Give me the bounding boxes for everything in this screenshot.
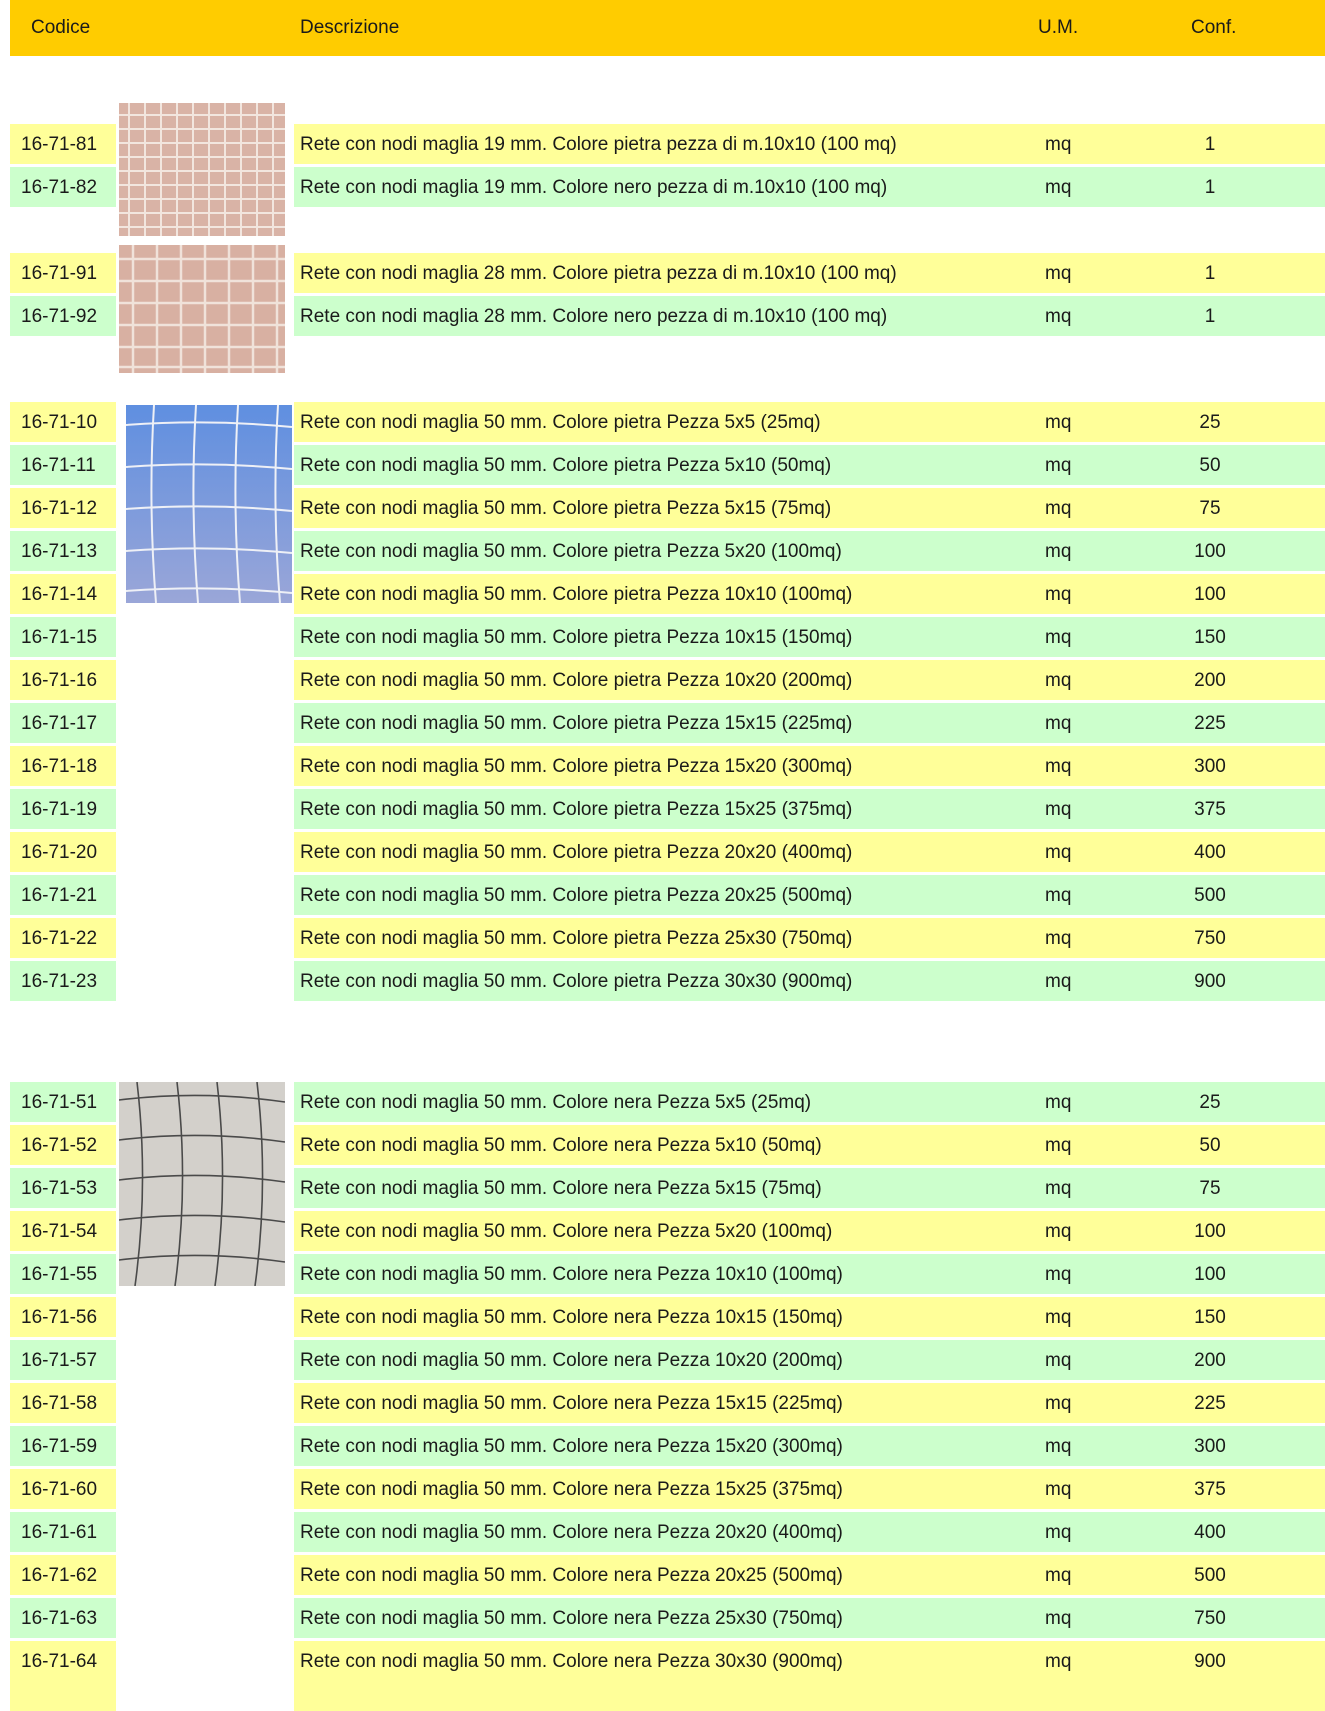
product-code: 16-71-82 bbox=[21, 177, 98, 198]
unit-of-measure: mq bbox=[1045, 1565, 1072, 1586]
package-quantity: 1 bbox=[1204, 306, 1216, 327]
product-code: 16-71-20 bbox=[21, 842, 98, 863]
product-description: Rete con nodi maglia 50 mm. Colore nera Pezza 10x20 (200mq) bbox=[300, 1350, 843, 1371]
product-code: 16-71-92 bbox=[21, 306, 98, 327]
product-description: Rete con nodi maglia 50 mm. Colore pietra Pezza 20x20 (400mq) bbox=[300, 842, 853, 863]
product-description: Rete con nodi maglia 50 mm. Colore nera Pezza 15x20 (300mq) bbox=[300, 1436, 843, 1457]
package-quantity: 500 bbox=[1194, 1565, 1226, 1586]
table-row bbox=[0, 660, 1325, 700]
product-description: Rete con nodi maglia 50 mm. Colore nera Pezza 5x10 (50mq) bbox=[300, 1135, 822, 1156]
unit-of-measure: mq bbox=[1045, 627, 1072, 648]
package-quantity: 50 bbox=[1199, 455, 1221, 476]
table-row bbox=[0, 703, 1325, 743]
product-code: 16-71-12 bbox=[21, 498, 98, 519]
table-row bbox=[0, 1512, 1325, 1552]
unit-of-measure: mq bbox=[1045, 713, 1072, 734]
product-code: 16-71-57 bbox=[21, 1350, 98, 1371]
unit-of-measure: mq bbox=[1045, 263, 1072, 284]
unit-of-measure: mq bbox=[1045, 971, 1072, 992]
table-row bbox=[0, 1598, 1325, 1638]
unit-of-measure: mq bbox=[1045, 177, 1072, 198]
package-quantity: 100 bbox=[1194, 1264, 1226, 1285]
product-code: 16-71-63 bbox=[21, 1608, 98, 1629]
package-quantity: 900 bbox=[1194, 1651, 1226, 1672]
product-description: Rete con nodi maglia 50 mm. Colore pietra Pezza 10x15 (150mq) bbox=[300, 627, 853, 648]
table-row bbox=[0, 1340, 1325, 1380]
package-quantity: 150 bbox=[1194, 627, 1226, 648]
unit-of-measure: mq bbox=[1045, 928, 1072, 949]
net-50mm-pietra-photo bbox=[126, 405, 292, 603]
unit-of-measure: mq bbox=[1045, 1221, 1072, 1242]
package-quantity: 200 bbox=[1194, 670, 1226, 691]
unit-of-measure: mq bbox=[1045, 412, 1072, 433]
product-description: Rete con nodi maglia 50 mm. Colore pietra Pezza 10x10 (100mq) bbox=[300, 584, 853, 605]
product-code: 16-71-51 bbox=[21, 1092, 98, 1113]
unit-of-measure: mq bbox=[1045, 1178, 1072, 1199]
table-row bbox=[0, 1555, 1325, 1595]
unit-of-measure: mq bbox=[1045, 1135, 1072, 1156]
package-quantity: 100 bbox=[1194, 541, 1226, 562]
product-description: Rete con nodi maglia 50 mm. Colore nera Pezza 15x25 (375mq) bbox=[300, 1479, 843, 1500]
package-quantity: 375 bbox=[1194, 799, 1226, 820]
product-description: Rete con nodi maglia 50 mm. Colore nera Pezza 5x5 (25mq) bbox=[300, 1092, 812, 1113]
product-code: 16-71-16 bbox=[21, 670, 98, 691]
product-description: Rete con nodi maglia 50 mm. Colore pietra Pezza 15x15 (225mq) bbox=[300, 713, 853, 734]
table-row bbox=[0, 832, 1325, 872]
unit-of-measure: mq bbox=[1045, 1522, 1072, 1543]
package-quantity: 25 bbox=[1199, 1092, 1221, 1113]
product-code: 16-71-23 bbox=[21, 971, 98, 992]
unit-of-measure: mq bbox=[1045, 842, 1072, 863]
package-quantity: 25 bbox=[1199, 412, 1221, 433]
table-header bbox=[10, 0, 1325, 56]
product-description: Rete con nodi maglia 50 mm. Colore nera Pezza 10x10 (100mq) bbox=[300, 1264, 843, 1285]
table-row bbox=[0, 918, 1325, 958]
table-row bbox=[0, 1297, 1325, 1337]
product-code: 16-71-18 bbox=[21, 756, 98, 777]
product-description: Rete con nodi maglia 50 mm. Colore pietra Pezza 15x20 (300mq) bbox=[300, 756, 853, 777]
product-code: 16-71-11 bbox=[21, 455, 96, 476]
product-description: Rete con nodi maglia 50 mm. Colore pietra Pezza 15x25 (375mq) bbox=[300, 799, 853, 820]
product-code: 16-71-64 bbox=[21, 1651, 98, 1672]
unit-of-measure: mq bbox=[1045, 799, 1072, 820]
unit-of-measure: mq bbox=[1045, 1651, 1072, 1672]
unit-of-measure: mq bbox=[1045, 670, 1072, 691]
product-code: 16-71-13 bbox=[21, 541, 98, 562]
product-description: Rete con nodi maglia 50 mm. Colore nera Pezza 15x15 (225mq) bbox=[300, 1393, 843, 1414]
product-description: Rete con nodi maglia 28 mm. Colore pietra pezza di m.10x10 (100 mq) bbox=[300, 263, 897, 284]
product-description: Rete con nodi maglia 50 mm. Colore pietra Pezza 5x20 (100mq) bbox=[300, 541, 842, 562]
product-code: 16-71-56 bbox=[21, 1307, 98, 1328]
product-code: 16-71-60 bbox=[21, 1479, 98, 1500]
table-row bbox=[0, 961, 1325, 1001]
product-code: 16-71-22 bbox=[21, 928, 98, 949]
product-code: 16-71-91 bbox=[21, 263, 98, 284]
product-description: Rete con nodi maglia 50 mm. Colore pietra Pezza 30x30 (900mq) bbox=[300, 971, 853, 992]
package-quantity: 75 bbox=[1199, 498, 1221, 519]
package-quantity: 375 bbox=[1194, 1479, 1226, 1500]
product-code: 16-71-54 bbox=[21, 1221, 98, 1242]
unit-of-measure: mq bbox=[1045, 541, 1072, 562]
table-filler bbox=[294, 1673, 1325, 1711]
product-code: 16-71-21 bbox=[21, 885, 98, 906]
package-quantity: 400 bbox=[1194, 842, 1226, 863]
table-row bbox=[0, 789, 1325, 829]
unit-of-measure: mq bbox=[1045, 1307, 1072, 1328]
product-code: 16-71-52 bbox=[21, 1135, 98, 1156]
package-quantity: 150 bbox=[1194, 1307, 1226, 1328]
package-quantity: 750 bbox=[1194, 1608, 1226, 1629]
unit-of-measure: mq bbox=[1045, 1479, 1072, 1500]
product-description: Rete con nodi maglia 50 mm. Colore nera Pezza 30x30 (900mq) bbox=[300, 1651, 843, 1672]
product-code: 16-71-10 bbox=[21, 412, 98, 433]
package-quantity: 1 bbox=[1204, 263, 1216, 284]
product-code: 16-71-59 bbox=[21, 1436, 98, 1457]
package-quantity: 50 bbox=[1199, 1135, 1221, 1156]
product-description: Rete con nodi maglia 50 mm. Colore pietra Pezza 5x10 (50mq) bbox=[300, 455, 832, 476]
unit-of-measure: mq bbox=[1045, 1264, 1072, 1285]
package-quantity: 200 bbox=[1194, 1350, 1226, 1371]
net-50mm-nera-photo bbox=[119, 1082, 285, 1286]
table-filler bbox=[10, 1673, 116, 1711]
package-quantity: 400 bbox=[1194, 1522, 1226, 1543]
unit-of-measure: mq bbox=[1045, 756, 1072, 777]
unit-of-measure: mq bbox=[1045, 1350, 1072, 1371]
net-19mm-photo bbox=[119, 103, 285, 236]
product-code: 16-71-55 bbox=[21, 1264, 98, 1285]
package-quantity: 500 bbox=[1194, 885, 1226, 906]
package-quantity: 1 bbox=[1204, 134, 1216, 155]
product-description: Rete con nodi maglia 19 mm. Colore pietra pezza di m.10x10 (100 mq) bbox=[300, 134, 897, 155]
product-code: 16-71-14 bbox=[21, 584, 98, 605]
product-description: Rete con nodi maglia 50 mm. Colore nera Pezza 10x15 (150mq) bbox=[300, 1307, 843, 1328]
product-description: Rete con nodi maglia 50 mm. Colore pietra Pezza 25x30 (750mq) bbox=[300, 928, 853, 949]
package-quantity: 100 bbox=[1194, 1221, 1226, 1242]
product-code: 16-71-61 bbox=[21, 1522, 98, 1543]
package-quantity: 900 bbox=[1194, 971, 1226, 992]
product-description: Rete con nodi maglia 50 mm. Colore nera Pezza 5x20 (100mq) bbox=[300, 1221, 833, 1242]
product-description: Rete con nodi maglia 28 mm. Colore nero pezza di m.10x10 (100 mq) bbox=[300, 306, 888, 327]
product-code: 16-71-58 bbox=[21, 1393, 98, 1414]
table-row bbox=[0, 875, 1325, 915]
unit-of-measure: mq bbox=[1045, 1092, 1072, 1113]
net-28mm-photo bbox=[119, 245, 285, 373]
table-row bbox=[0, 1469, 1325, 1509]
package-quantity: 75 bbox=[1199, 1178, 1221, 1199]
product-description: Rete con nodi maglia 50 mm. Colore nera Pezza 5x15 (75mq) bbox=[300, 1178, 822, 1199]
unit-of-measure: mq bbox=[1045, 584, 1072, 605]
table-row bbox=[0, 746, 1325, 786]
unit-of-measure: mq bbox=[1045, 134, 1072, 155]
unit-of-measure: mq bbox=[1045, 498, 1072, 519]
product-code: 16-71-81 bbox=[21, 134, 98, 155]
product-description: Rete con nodi maglia 50 mm. Colore nera Pezza 20x25 (500mq) bbox=[300, 1565, 843, 1586]
product-code: 16-71-15 bbox=[21, 627, 98, 648]
header-um: U.M. bbox=[1038, 17, 1079, 38]
package-quantity: 300 bbox=[1194, 756, 1226, 777]
table-row bbox=[0, 1383, 1325, 1423]
package-quantity: 100 bbox=[1194, 584, 1226, 605]
package-quantity: 750 bbox=[1194, 928, 1226, 949]
product-description: Rete con nodi maglia 50 mm. Colore pietra Pezza 5x15 (75mq) bbox=[300, 498, 832, 519]
table-row bbox=[0, 1426, 1325, 1466]
product-description: Rete con nodi maglia 19 mm. Colore nero pezza di m.10x10 (100 mq) bbox=[300, 177, 888, 198]
product-code: 16-71-53 bbox=[21, 1178, 98, 1199]
product-code: 16-71-19 bbox=[21, 799, 98, 820]
product-description: Rete con nodi maglia 50 mm. Colore pietra Pezza 20x25 (500mq) bbox=[300, 885, 853, 906]
package-quantity: 225 bbox=[1194, 713, 1226, 734]
unit-of-measure: mq bbox=[1045, 1436, 1072, 1457]
product-description: Rete con nodi maglia 50 mm. Colore nera Pezza 20x20 (400mq) bbox=[300, 1522, 843, 1543]
header-descrizione: Descrizione bbox=[300, 17, 400, 38]
product-code: 16-71-17 bbox=[21, 713, 98, 734]
package-quantity: 300 bbox=[1194, 1436, 1226, 1457]
product-description: Rete con nodi maglia 50 mm. Colore pietra Pezza 10x20 (200mq) bbox=[300, 670, 853, 691]
header-codice: Codice bbox=[31, 17, 91, 38]
unit-of-measure: mq bbox=[1045, 455, 1072, 476]
package-quantity: 225 bbox=[1194, 1393, 1226, 1414]
unit-of-measure: mq bbox=[1045, 1393, 1072, 1414]
table-row bbox=[0, 617, 1325, 657]
package-quantity: 1 bbox=[1204, 177, 1216, 198]
product-description: Rete con nodi maglia 50 mm. Colore nera Pezza 25x30 (750mq) bbox=[300, 1608, 843, 1629]
unit-of-measure: mq bbox=[1045, 306, 1072, 327]
product-description: Rete con nodi maglia 50 mm. Colore pietra Pezza 5x5 (25mq) bbox=[300, 412, 821, 433]
unit-of-measure: mq bbox=[1045, 885, 1072, 906]
header-conf: Conf. bbox=[1191, 17, 1237, 38]
product-code: 16-71-62 bbox=[21, 1565, 98, 1586]
unit-of-measure: mq bbox=[1045, 1608, 1072, 1629]
